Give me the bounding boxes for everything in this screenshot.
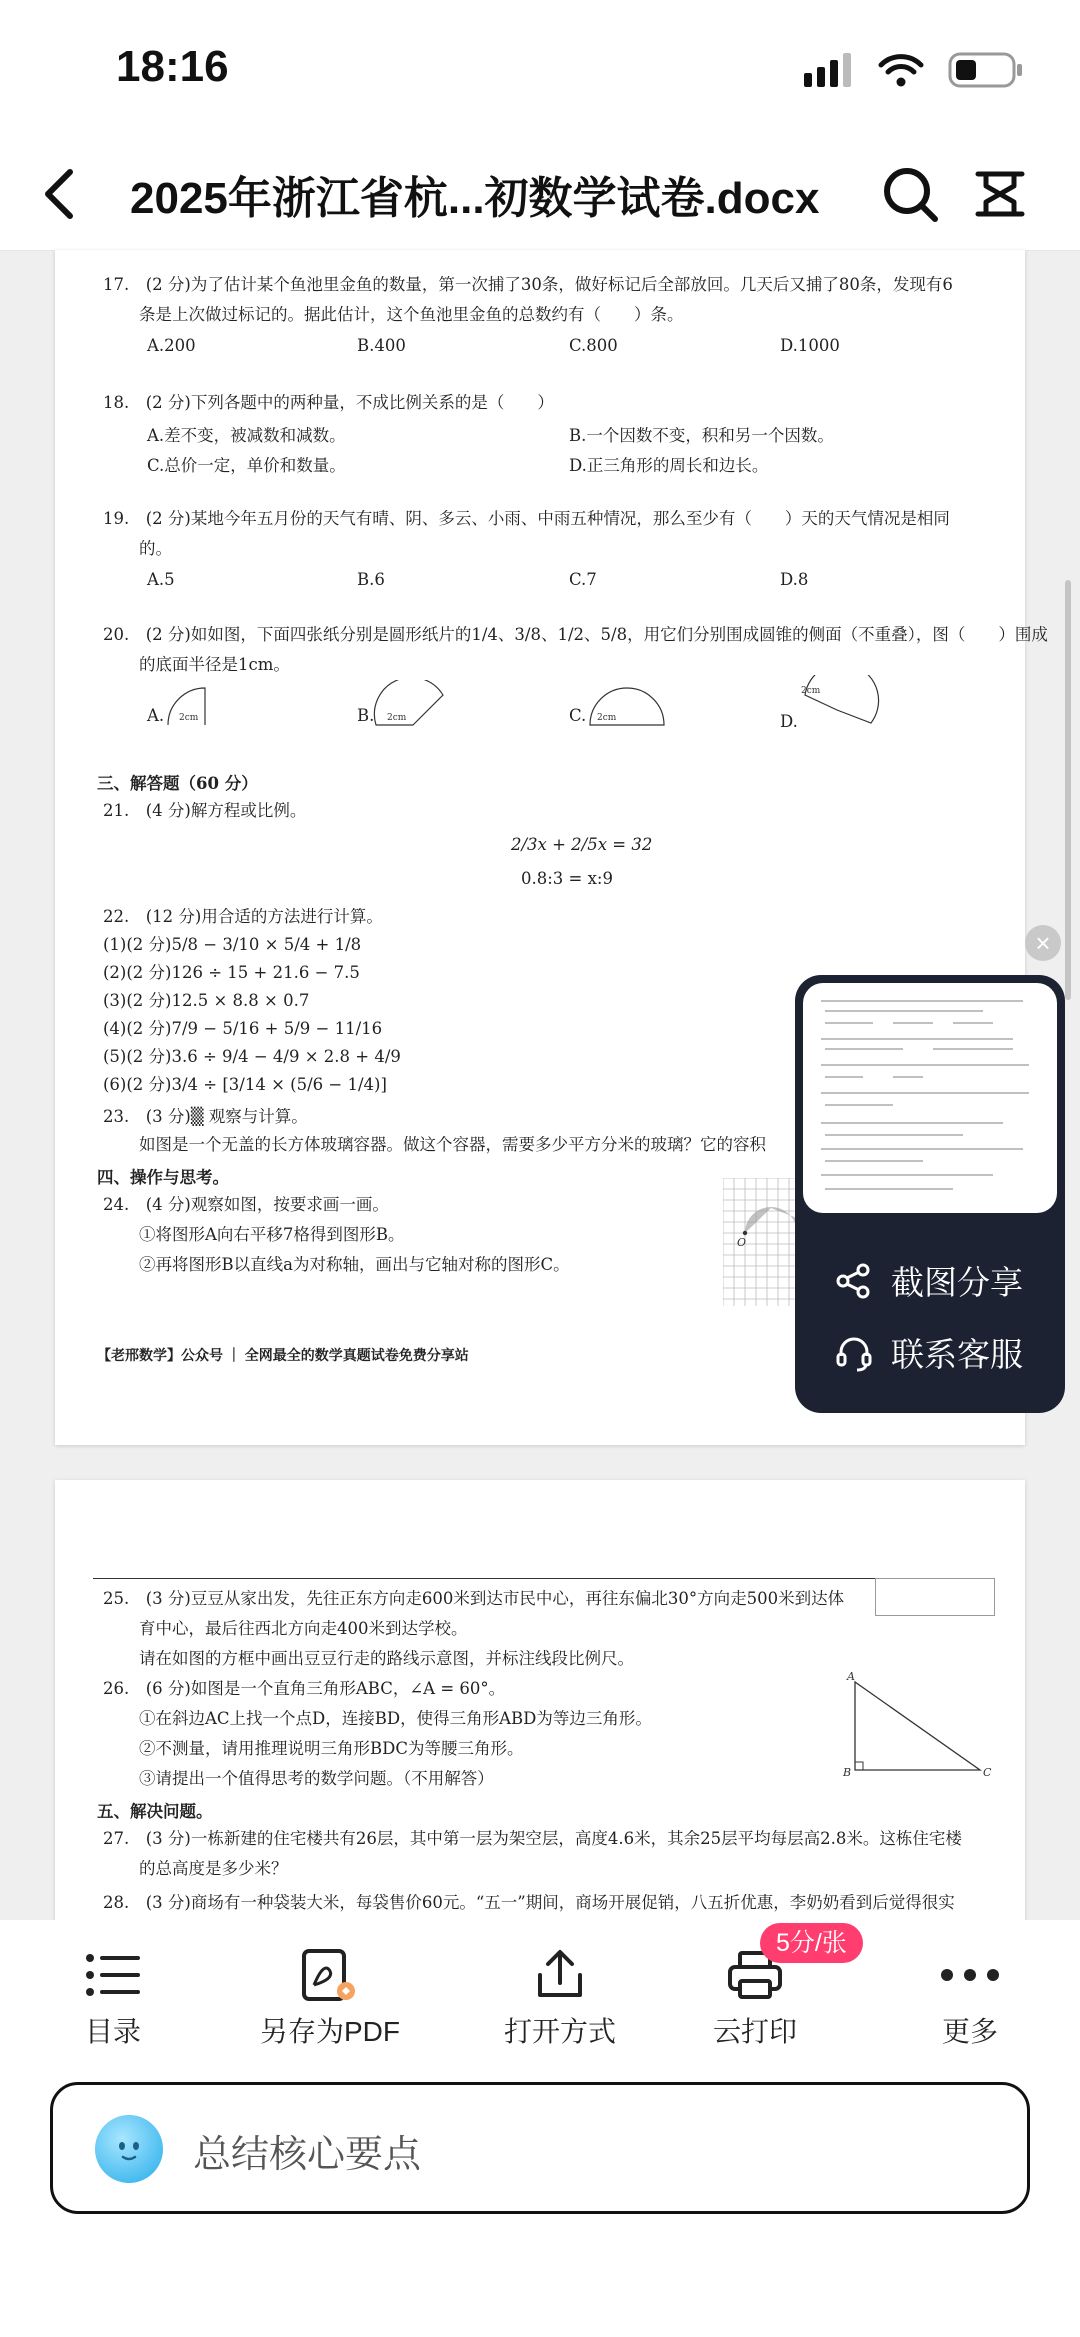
battery-icon xyxy=(948,52,1024,88)
status-icons xyxy=(804,52,1024,88)
signal-icon xyxy=(804,53,854,87)
page-divider xyxy=(93,1578,993,1579)
wifi-icon xyxy=(878,53,924,87)
list-icon xyxy=(84,1950,142,2000)
question-27: 27. (3 分)一栋新建的住宅楼共有26层，其中第一层为架空层，高度4.6米，其余25层平均每层高2.8米。这栋住宅楼 xyxy=(103,1829,962,1848)
status-time: 18:16 xyxy=(116,42,229,91)
q24-grid-origin-label: O xyxy=(737,1236,747,1249)
q19-option-d: D.8 xyxy=(780,570,809,589)
q19-option-a: A.5 xyxy=(147,570,175,589)
question-23-cont: 如图是一个无盖的长方体玻璃容器。做这个容器，需要多少平方分米的玻璃？它的容积 xyxy=(139,1135,766,1154)
close-floating-panel-icon[interactable]: × xyxy=(1025,925,1061,961)
more-button[interactable] xyxy=(920,1940,1020,2050)
bottom-toolbar xyxy=(0,1920,1080,2080)
pdf-icon xyxy=(300,1947,360,2003)
more-dots-icon xyxy=(940,1968,1000,1982)
open-with-label: 打开方式 xyxy=(503,2016,616,2047)
price-badge: 5分/张 xyxy=(760,1923,863,1963)
catalog-button[interactable] xyxy=(58,1940,168,2050)
cloud-print-label: 云打印 xyxy=(712,2016,797,2047)
q20-option-d: D. xyxy=(780,712,798,731)
q22-item: (3)(2 分)12.5 × 8.8 × 0.7 xyxy=(103,991,310,1010)
q20-figure-b xyxy=(373,680,453,730)
q20-figure-b-label: 2cm xyxy=(387,713,407,723)
q18-option-a: A.差不变，被减数和减数。 xyxy=(147,426,346,445)
question-17-cont: 条是上次做过标记的。据此估计，这个鱼池里金鱼的总数约有（ ）条。 xyxy=(139,305,684,324)
screenshot-share-label: 截图分享 xyxy=(891,1264,1023,1301)
q20-figure-a xyxy=(165,680,225,730)
q22-item: (4)(2 分)7/9 − 5/16 + 5/9 − 11/16 xyxy=(103,1019,383,1038)
q26-triangle-figure xyxy=(835,1670,995,1780)
q26-step-2: ②不测量，请用推理说明三角形BDC为等腰三角形。 xyxy=(139,1739,524,1758)
q19-option-b: B.6 xyxy=(357,570,385,589)
q18-option-b: B.一个因数不变，积和另一个因数。 xyxy=(569,426,834,445)
q20-figure-d-label: 2cm xyxy=(801,686,821,696)
question-25: 25. (3 分)豆豆从家出发，先往正东方向走600米到达市民中心，再往东偏北30°方向走500米到达体 xyxy=(103,1589,845,1608)
ai-summary-button[interactable] xyxy=(50,2082,1030,2214)
top-bar xyxy=(0,140,1080,251)
contact-service-label: 联系客服 xyxy=(891,1336,1023,1373)
section-5-heading: 五、解决问题。 xyxy=(97,1802,213,1821)
q20-figure-a-label: 2cm xyxy=(179,713,199,723)
q18-option-d: D.正三角形的周长和边长。 xyxy=(569,456,769,475)
q17-option-a: A.200 xyxy=(147,336,196,355)
catalog-label: 目录 xyxy=(84,2016,141,2047)
question-21: 21. (4 分)解方程或比例。 xyxy=(103,801,307,820)
question-19: 19. (2 分)某地今年五月份的天气有晴、阴、多云、小雨、中雨五种情况，那么至少有（ ）天的天气情况是相同 xyxy=(103,509,950,528)
q20-figure-c xyxy=(585,680,675,730)
q18-option-c: C.总价一定，单价和数量。 xyxy=(147,456,346,475)
question-20: 20. (2 分)如如图，下面四张纸分别是圆形纸片的1/4、3/8、1/2、5/8，用它们分别围成圆锥的侧面（不重叠），图（ ）围成 xyxy=(103,625,1048,644)
contact-service-button[interactable] xyxy=(835,1329,1023,1376)
q20-option-c: C. xyxy=(569,706,587,725)
document-title: 2025年浙江省杭...初数学试卷.docx xyxy=(130,174,820,223)
thumbnail-preview xyxy=(803,983,1057,1213)
ai-summary-label: 总结核心要点 xyxy=(193,2134,422,2176)
triangle-vertex-a: A xyxy=(847,1670,855,1683)
q17-option-c: C.800 xyxy=(569,336,618,355)
section-3-heading: 三、解答题（60 分） xyxy=(97,774,258,793)
q22-item: (2)(2 分)126 ÷ 15 + 21.6 − 7.5 xyxy=(103,963,360,982)
q26-step-1: ①在斜边AC上找一个点D，连接BD，使得三角形ABD为等边三角形。 xyxy=(139,1709,652,1728)
fullscreen-icon[interactable] xyxy=(970,164,1030,224)
q20-option-b: B. xyxy=(357,706,375,725)
page-footer: 【老邢数学】公众号 ｜ 全网最全的数学真题试卷免费分享站 xyxy=(97,1347,469,1363)
q21-equation-2: 0.8:3 = x:9 xyxy=(521,869,613,888)
save-as-pdf-button[interactable] xyxy=(240,1940,420,2050)
question-19-cont: 的。 xyxy=(139,539,172,558)
q20-figure-d xyxy=(795,675,885,725)
q24-grid-figure xyxy=(723,1178,803,1308)
triangle-vertex-c: C xyxy=(983,1766,992,1779)
question-25-cont: 育中心，最后往西北方向走400米到达学校。 xyxy=(139,1619,468,1638)
triangle-vertex-b: B xyxy=(843,1766,852,1779)
document-page-2 xyxy=(55,1480,1025,1950)
q24-step-1: ①将图形A向右平移7格得到图形B。 xyxy=(139,1225,405,1244)
q26-step-3: ③请提出一个值得思考的数学问题。（不用解答） xyxy=(139,1769,494,1788)
question-23: 23. (3 分)▒ 观察与计算。 xyxy=(103,1107,308,1126)
question-17: 17. (2 分)为了估计某个鱼池里金鱼的数量，第一次捕了30条，做好标记后全部放回。几天后又捕了80条，发现有6 xyxy=(103,275,953,294)
q25-answer-box xyxy=(875,1578,995,1616)
floating-panel xyxy=(795,975,1065,1413)
q19-option-c: C.7 xyxy=(569,570,597,589)
q22-item: (6)(2 分)3/4 ÷ [3/14 × (5/6 − 1/4)] xyxy=(103,1075,387,1094)
more-label: 更多 xyxy=(941,2016,998,2047)
q20-option-a: A. xyxy=(147,706,165,725)
scrollbar[interactable] xyxy=(1065,580,1071,1000)
question-20-cont: 的底面半径是1cm。 xyxy=(139,655,290,674)
q17-option-d: D.1000 xyxy=(780,336,840,355)
screenshot-thumbnail[interactable] xyxy=(803,983,1057,1213)
question-26: 26. (6 分)如图是一个直角三角形ABC，∠A = 60°。 xyxy=(103,1679,506,1698)
question-18: 18. (2 分)下列各题中的两种量，不成比例关系的是（ ） xyxy=(103,393,554,412)
question-28: 28. (3 分)商场有一种袋装大米，每袋售价60元。“五一”期间，商场开展促销，八五折优惠，李奶奶看到后觉得很实 xyxy=(103,1893,955,1912)
q17-option-b: B.400 xyxy=(357,336,406,355)
q22-item: (1)(2 分)5/8 − 3/10 × 5/4 + 1/8 xyxy=(103,935,362,954)
ai-assistant-icon xyxy=(93,2113,165,2185)
share-icon xyxy=(835,1262,873,1300)
question-24: 24. (4 分)观察如图，按要求画一画。 xyxy=(103,1195,389,1214)
back-icon[interactable] xyxy=(30,164,90,224)
q21-equation-1: 2/3x + 2/5x = 32 xyxy=(511,835,653,854)
search-icon[interactable] xyxy=(880,164,940,224)
headset-icon xyxy=(835,1334,873,1372)
question-22: 22. (12 分)用合适的方法进行计算。 xyxy=(103,907,383,926)
q22-item: (5)(2 分)3.6 ÷ 9/4 − 4/9 × 2.8 + 4/9 xyxy=(103,1047,401,1066)
question-25-cont2: 请在如图的方框中画出豆豆行走的路线示意图，并标注线段比例尺。 xyxy=(139,1649,634,1668)
open-with-button[interactable] xyxy=(480,1940,640,2050)
q24-step-2: ②再将图形B以直线a为对称轴，画出与它轴对称的图形C。 xyxy=(139,1255,570,1274)
question-27-cont: 的总高度是多少米？ xyxy=(139,1859,288,1878)
section-4-heading: 四、操作与思考。 xyxy=(97,1168,229,1187)
upload-icon xyxy=(532,1947,588,2003)
q20-figure-c-label: 2cm xyxy=(597,713,617,723)
screenshot-share-button[interactable] xyxy=(835,1257,1023,1304)
status-bar xyxy=(0,0,1080,140)
save-as-pdf-label: 另存为PDF xyxy=(259,2016,400,2047)
